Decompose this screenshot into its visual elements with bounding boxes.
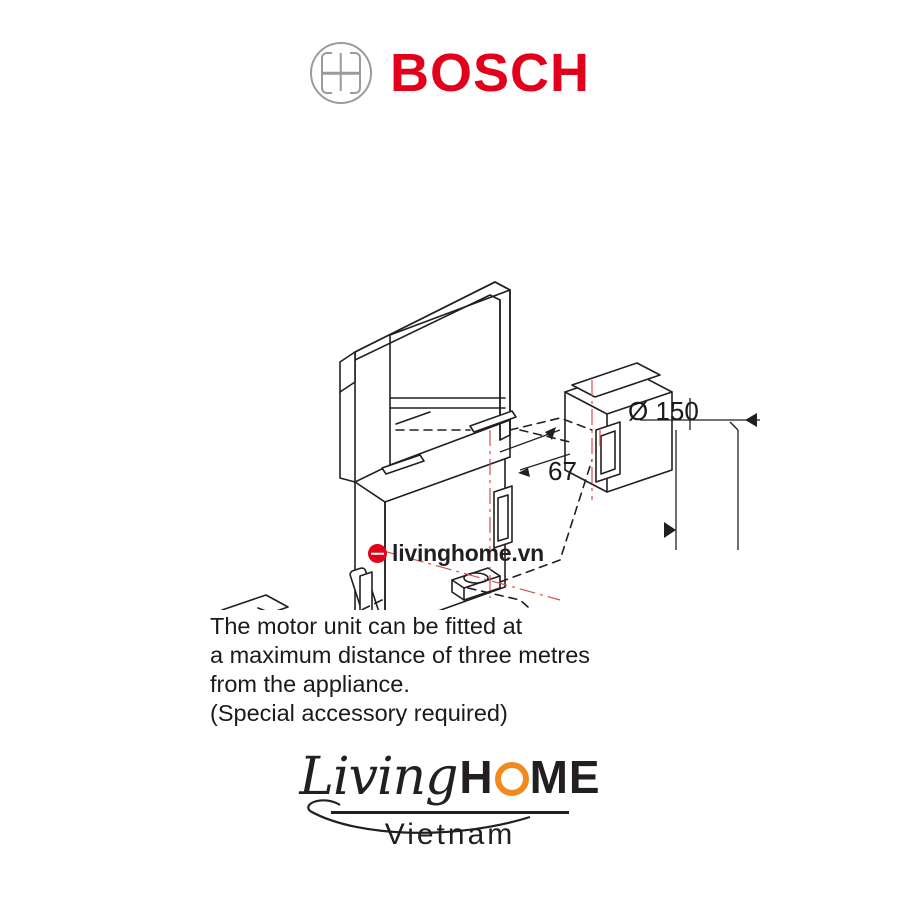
brand-header [0,42,900,104]
dimension-label-depth: 67 [548,456,577,486]
caption-line-2: a maximum distance of three metres [210,642,591,668]
footer-logo [0,747,900,852]
installation-diagram [0,130,900,610]
caption-block [210,612,750,728]
livinghome-dot-icon [368,544,387,563]
caption-line-4: (Special accessory required) [210,700,508,726]
watermark-text: livinghome.vn [392,540,545,566]
diagram-svg [0,130,900,610]
motor-unit-top-right [565,363,672,492]
duct-guide-lines [300,418,600,610]
hood-back-panel [355,282,510,482]
motor-unit-left [213,595,325,610]
footer-word-living: Living [299,747,458,807]
footer-underline [331,811,569,814]
caption-line-3: from the appliance. [210,671,410,697]
dimension-label-diameter: Ø 150 [628,396,699,426]
hood-filter-right [494,486,512,548]
hood-chimney [340,352,355,482]
watermark [368,540,544,567]
footer-o-ring-icon [495,762,529,796]
bosch-mark-left-arc [321,52,332,94]
hood-outlet-port [452,568,500,600]
footer-logo-wordmark [299,747,600,809]
bosch-circle-mark-icon [310,42,372,104]
caption-line-1: The motor unit can be fitted at [210,613,523,639]
brand-name: BOSCH [389,43,590,103]
footer-word-home: H ME [459,751,601,803]
bosch-mark-right-arc [350,52,361,94]
footer-word-vietnam: Vietnam [384,818,516,851]
